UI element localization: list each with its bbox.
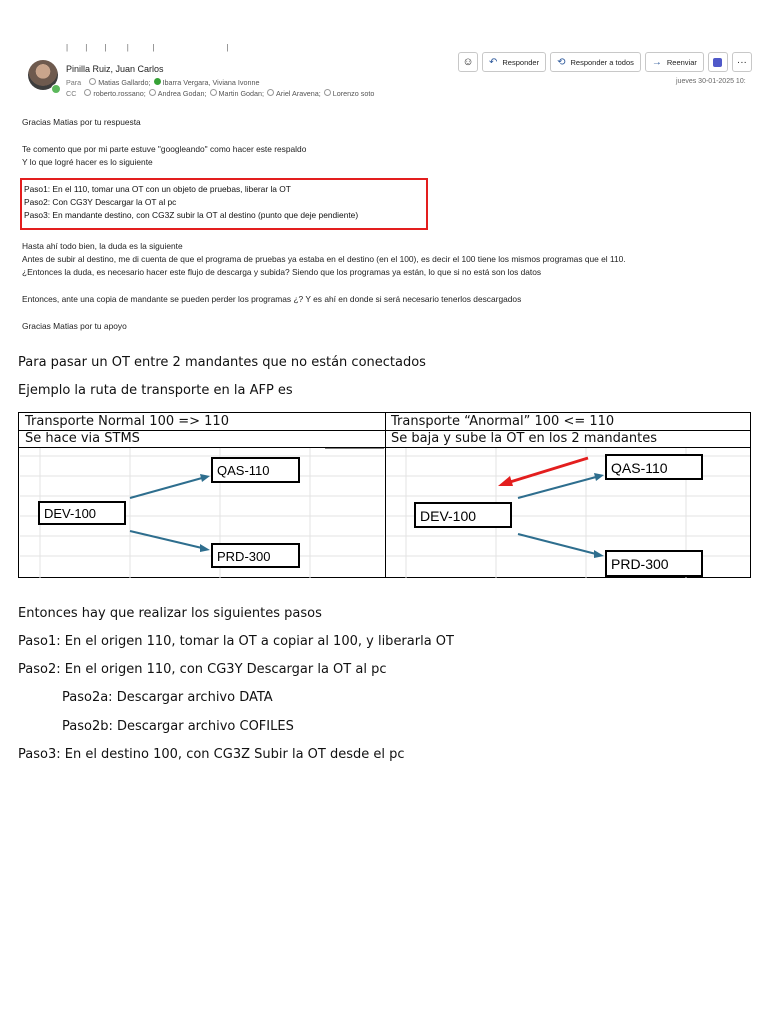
highlighted-steps-box xyxy=(20,178,428,230)
more-icon: ··· xyxy=(736,56,747,68)
box-dev-label: DEV-100 xyxy=(420,508,477,524)
arrowhead-red xyxy=(498,476,513,486)
diagram-svg xyxy=(386,448,750,578)
email-step: Paso3: En mandante destino, con CG3Z subir la OT al destino (punto que deje pendiente) xyxy=(24,210,359,220)
presence-unknown-icon xyxy=(89,78,96,85)
email-paragraph: Gracias Matias por tu respuesta xyxy=(22,117,141,127)
recipient[interactable]: Ariel Aravena; xyxy=(276,89,321,98)
arrowhead xyxy=(200,544,210,552)
email-body-continued xyxy=(22,240,762,333)
recipient[interactable]: Lorenzo soto xyxy=(332,89,375,98)
emoji-reaction-button[interactable] xyxy=(458,52,478,72)
email-paragraph: Entonces, ante una copia de mandante se pueden perder los programas ¿? Y es ahí en donde si será necesario tenerlos descargados xyxy=(22,294,522,304)
doc-substep: Paso2b: Descargar archivo COFILES xyxy=(62,719,294,734)
arrowhead xyxy=(594,550,604,558)
box-prd-label: PRD-300 xyxy=(611,556,669,572)
doc-paragraph: Para pasar un OT entre 2 mandantes que no están conectados xyxy=(18,355,426,370)
email-step: Paso2: Con CG3Y Descargar la OT al pc xyxy=(24,197,177,207)
forward-label: Reenviar xyxy=(666,57,697,67)
box-dev-label: DEV-100 xyxy=(44,506,97,521)
recipient[interactable]: roberto.rossano; xyxy=(93,89,146,98)
email-paragraph: Hasta ahí todo bien, la duda es la siguiente xyxy=(22,241,183,251)
recipient[interactable]: Martin Godan; xyxy=(218,89,265,98)
doc-step: Paso3: En el destino 100, con CG3Z Subir la OT desde el pc xyxy=(18,747,405,762)
smiley-icon: ☺ xyxy=(462,56,474,68)
email-screenshot xyxy=(0,40,768,345)
email-paragraph: ¿Entonces la duda, es necesario hacer este flujo de descarga y subida? Siendo que los programas ya están, lo que si no está son los datos xyxy=(22,267,542,277)
truncated-text-line: | | | | | | xyxy=(66,43,230,52)
doc-substep: Paso2a: Descargar archivo DATA xyxy=(62,690,273,705)
presence-available-icon xyxy=(51,84,61,94)
box-prd-label: PRD-300 xyxy=(217,549,271,564)
email-body xyxy=(22,116,762,169)
doc-paragraph: Ejemplo la ruta de transporte en la AFP es xyxy=(18,383,293,398)
forward-icon: → xyxy=(651,56,662,68)
reply-all-button[interactable] xyxy=(550,52,641,72)
arrow-dev-to-qas xyxy=(130,478,202,498)
arrow-dev-to-prd xyxy=(130,531,202,548)
arrowhead xyxy=(200,474,210,482)
message-date: jueves 30-01-2025 10: xyxy=(676,78,746,85)
reply-label: Responder xyxy=(502,57,540,67)
presence-available-icon xyxy=(154,78,161,85)
email-paragraph: Y lo que logré hacer es lo siguiente xyxy=(22,157,153,167)
cc-recipients-line xyxy=(66,89,374,98)
more-actions-button[interactable] xyxy=(732,52,752,72)
presence-unknown-icon xyxy=(267,89,274,96)
sender-name[interactable]: Pinilla Ruiz, Juan Carlos xyxy=(66,64,164,74)
teams-button[interactable] xyxy=(708,52,728,72)
reply-all-icon: ⟲ xyxy=(557,56,566,68)
forward-button[interactable] xyxy=(645,52,704,72)
teams-icon xyxy=(713,58,722,67)
presence-unknown-icon xyxy=(324,89,331,96)
box-qas-label: QAS-110 xyxy=(217,463,270,478)
transport-diagram-normal xyxy=(20,448,384,578)
transport-diagram-abnormal xyxy=(386,448,750,578)
doc-step: Paso1: En el origen 110, tomar la OT a copiar al 100, y liberarla OT xyxy=(18,634,454,649)
presence-unknown-icon xyxy=(210,89,217,96)
presence-unknown-icon xyxy=(149,89,156,96)
arrow-dev-to-prd xyxy=(518,534,596,554)
reply-icon: ↶ xyxy=(489,56,498,68)
email-paragraph: Antes de subir al destino, me di cuenta de que el programa de pruebas ya estaba en el destino (en el 100), es decir el 100 tiene los mismos programas que el 110. xyxy=(22,254,626,264)
reply-button[interactable] xyxy=(482,52,546,72)
arrowhead xyxy=(594,473,604,481)
table-header-abnormal: Transporte “Anormal” 100 <= 110 xyxy=(391,414,615,429)
doc-paragraph: Entonces hay que realizar los siguientes pasos xyxy=(18,606,322,621)
table-header-normal: Transporte Normal 100 => 110 xyxy=(25,414,229,429)
to-label: Para xyxy=(66,78,82,87)
recipient[interactable]: Ibarra Vergara, Viviana Ivonne xyxy=(162,78,260,87)
presence-unknown-icon xyxy=(84,89,91,96)
email-step: Paso1: En el 110, tomar una OT con un objeto de pruebas, liberar la OT xyxy=(24,184,291,194)
to-recipients-line xyxy=(66,78,260,87)
doc-step: Paso2: En el origen 110, con CG3Y Descargar la OT al pc xyxy=(18,662,387,677)
table-cell-abnormal-desc: Se baja y sube la OT en los 2 mandantes xyxy=(391,431,657,446)
diagram-svg xyxy=(20,448,384,578)
box-qas-label: QAS-110 xyxy=(611,460,668,476)
transport-table xyxy=(18,412,751,578)
email-paragraph: Gracias Matias por tu apoyo xyxy=(22,321,127,331)
email-paragraph: Te comento que por mi parte estuve "googleando" como hacer este respaldo xyxy=(22,144,307,154)
arrow-qas-to-dev-red xyxy=(510,458,588,482)
table-cell-normal-desc: Se hace via STMS xyxy=(25,431,140,446)
recipient[interactable]: Andrea Godan; xyxy=(157,89,207,98)
cc-label: CC xyxy=(66,89,77,98)
recipient[interactable]: Matias Gallardo; xyxy=(98,78,151,87)
arrow-dev-to-qas xyxy=(518,477,596,498)
message-toolbar xyxy=(458,52,752,72)
reply-all-label: Responder a todos xyxy=(570,57,634,67)
